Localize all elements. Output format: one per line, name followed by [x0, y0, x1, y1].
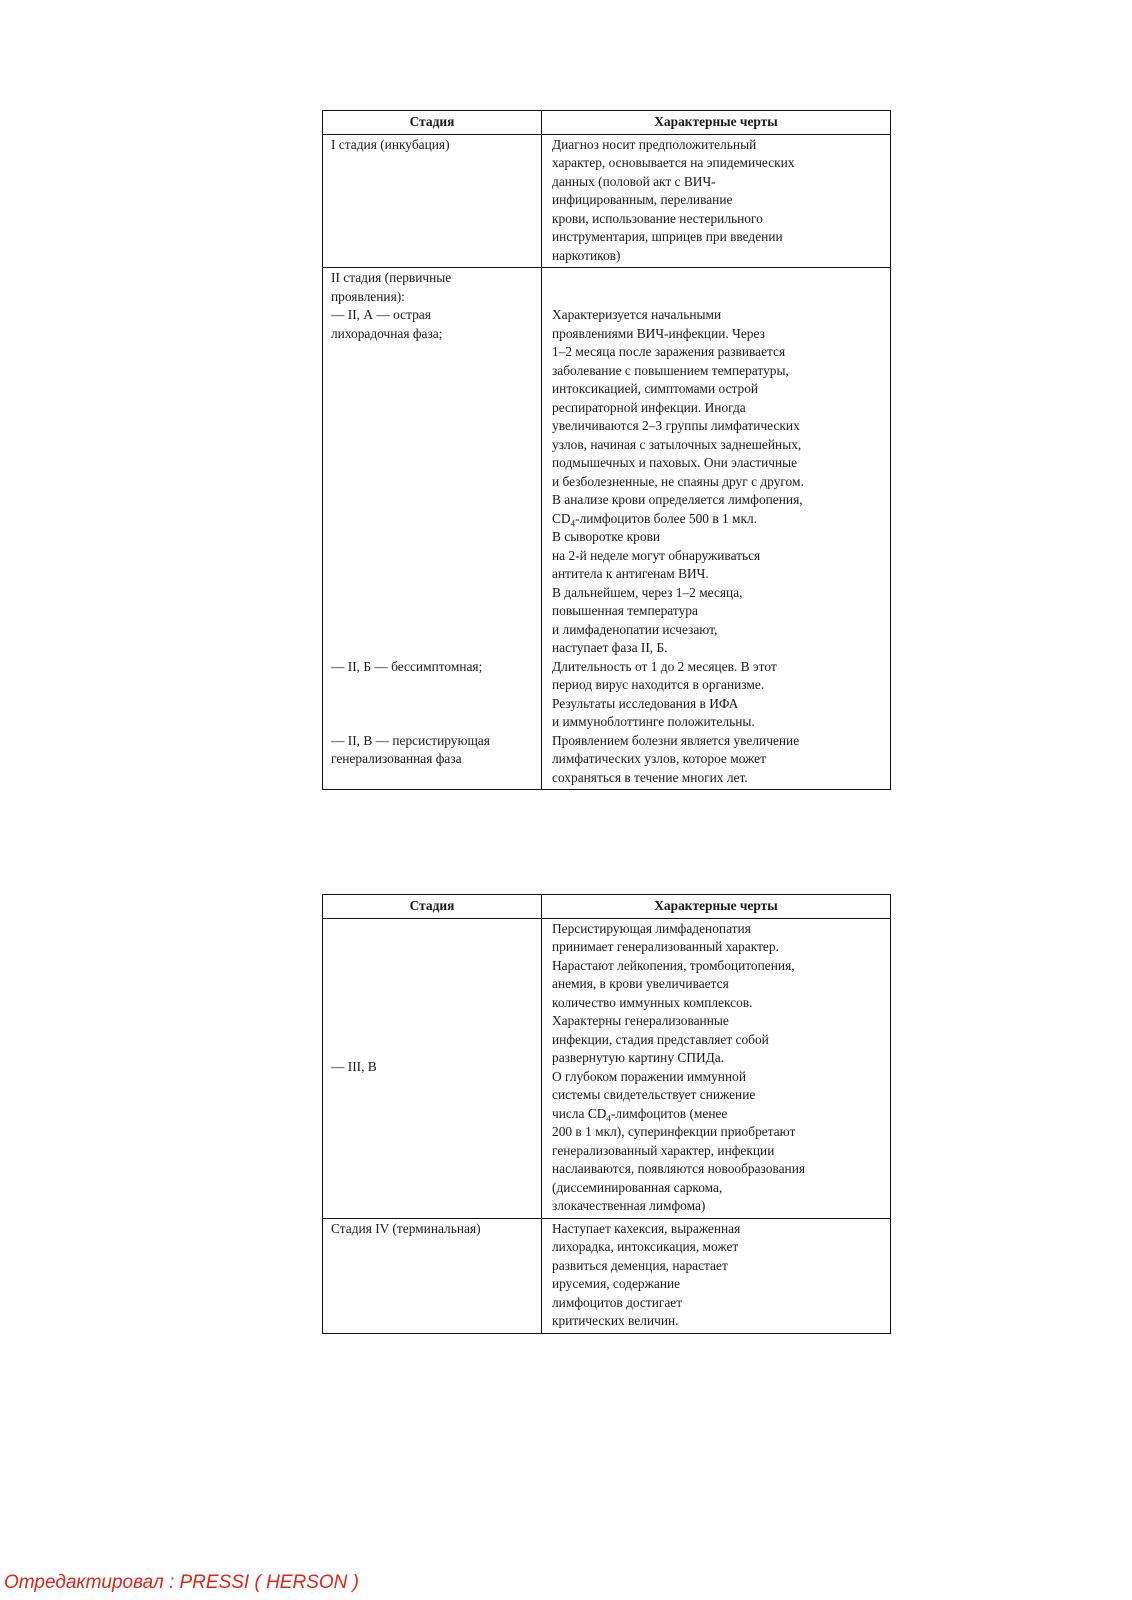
desc-line: развернутую картину СПИДа. — [552, 1050, 725, 1065]
desc-line: инфицированным, переливание — [552, 192, 733, 207]
cd4-suffix: -лимфоцитов (менее — [610, 1105, 728, 1121]
desc-line: лихорадка, интоксикация, может — [552, 1239, 739, 1254]
table-header-row — [323, 111, 891, 135]
description-cell — [542, 1218, 891, 1333]
cd4-text: числа CD — [552, 1105, 607, 1121]
desc-line: Персистирующая лимфаденопатия — [552, 920, 751, 936]
table-row — [323, 918, 891, 1218]
stage-cell — [323, 918, 542, 1218]
stage-line: проявления): — [331, 288, 405, 304]
cd4-subscript: 4 — [606, 1113, 611, 1124]
stage-line: I стадия (инкубация) — [331, 136, 450, 152]
desc-line: характер, основывается на эпидемических — [552, 155, 795, 170]
desc-line: и иммуноблоттинге положительны. — [552, 714, 755, 729]
table-row — [323, 268, 891, 790]
desc-line: лимфоцитов достигает — [552, 1294, 683, 1310]
table-header-row — [323, 895, 891, 919]
stage-table-2 — [322, 894, 891, 1334]
table-row — [323, 134, 891, 268]
desc-line: подмышечных и паховых. Они эластичные — [552, 455, 798, 470]
desc-line: наслаиваются, появляются новообразования — [552, 1161, 806, 1176]
desc-line: Результаты исследования в ИФА — [552, 695, 739, 711]
desc-line: О глубоком поражении иммунной — [552, 1068, 746, 1084]
description-cell — [542, 918, 891, 1218]
desc-line: лимфатических узлов, которое может — [552, 751, 766, 766]
cd4-subscript: 4 — [570, 518, 576, 529]
desc-line: инструментария, шприцев при введении — [552, 229, 783, 244]
desc-line: заболевание с повышением температуры, — [552, 362, 789, 378]
desc-line: принимает генерализованный характер. — [552, 939, 779, 954]
desc-line: анемия, в крови увеличивается — [552, 976, 729, 991]
description-cell — [542, 268, 891, 790]
desc-line: период вирус находится в организме. — [552, 677, 765, 692]
desc-line: наркотиков) — [552, 247, 621, 263]
stage-cell — [323, 1218, 542, 1333]
stage-line: Стадия IV (терминальная) — [331, 1220, 481, 1236]
desc-line: В анализе крови определяется лимфопения, — [552, 492, 803, 507]
cd4-text: CD — [552, 510, 571, 526]
table-row — [323, 1218, 891, 1333]
header-stage: Стадия — [323, 111, 542, 135]
desc-line: инфекции, стадия представляет собой — [552, 1031, 769, 1047]
desc-line: 200 в 1 мкл), суперинфекции приобретают — [552, 1124, 796, 1139]
desc-line: генерализованный характер, инфекции — [552, 1142, 775, 1158]
desc-line: и лимфаденопатии исчезают, — [552, 621, 718, 637]
desc-line: повышенная температура — [552, 603, 698, 618]
desc-line: данных (половой акт с ВИЧ- — [552, 173, 716, 189]
desc-line: ирусемия, содержание — [552, 1276, 681, 1291]
desc-line: узлов, начиная с затылочных заднешейных, — [552, 436, 802, 452]
desc-line: Характерны генерализованные — [552, 1013, 729, 1028]
desc-line: респираторной инфекции. Иногда — [552, 399, 746, 415]
desc-line: на 2-й неделе могут обнаруживаться — [552, 547, 761, 563]
stage-line: II стадия (первичные — [331, 270, 452, 285]
description-cell — [542, 134, 891, 268]
desc-line: антитела к антигенам ВИЧ. — [552, 566, 709, 581]
desc-line: В дальнейшем, через 1–2 месяца, — [552, 584, 743, 600]
desc-line: В сыворотке крови — [552, 529, 661, 544]
desc-line: развиться деменция, нарастает — [552, 1257, 728, 1273]
desc-line: Проявлением болезни является увеличение — [552, 732, 800, 748]
editor-credit: Отредактировал : PRESSI ( HERSON ) — [4, 1572, 359, 1593]
desc-line: интоксикацией, симптомами острой — [552, 381, 759, 396]
desc-line — [552, 1105, 882, 1124]
stage-line: — II, Б — бессимптомная; — [331, 658, 483, 674]
desc-line: Длительность от 1 до 2 месяцев. В этот — [552, 658, 777, 674]
desc-line: сохраняться в течение многих лет. — [552, 769, 748, 785]
desc-line: крови, использование нестерильного — [552, 210, 763, 226]
header-stage: Стадия — [323, 895, 542, 919]
desc-line: Наступает кахексия, выраженная — [552, 1220, 741, 1236]
desc-line: Диагноз носит предположительный — [552, 136, 757, 152]
desc-line: 1–2 месяца после заражения развивается — [552, 344, 786, 359]
desc-line: количество иммунных комплексов. — [552, 994, 753, 1010]
cd4-suffix: -лимфоцитов более 500 в 1 мкл. — [575, 510, 758, 526]
desc-line: (диссеминированная саркома, — [552, 1179, 723, 1195]
stage-line: — II, А — острая — [331, 307, 431, 322]
desc-line: наступает фаза II, Б. — [552, 640, 668, 655]
stage-table-1 — [322, 110, 891, 790]
stage-line: генерализованная фаза — [331, 751, 462, 766]
desc-line: Нарастают лейкопения, тромбоцитопения, — [552, 957, 795, 973]
desc-line — [552, 510, 882, 529]
desc-line: системы свидетельствует снижение — [552, 1087, 756, 1102]
stage-cell — [323, 134, 542, 268]
stage-cell — [323, 268, 542, 790]
desc-line: проявлениями ВИЧ-инфекции. Через — [552, 325, 765, 341]
desc-line: Характеризуется начальными — [552, 307, 722, 322]
header-features: Характерные черты — [542, 895, 891, 919]
desc-line: и безболезненные, не спаяны друг с другом. — [552, 473, 804, 489]
stage-line: лихорадочная фаза; — [331, 325, 443, 341]
stage-line: — III, В — [331, 1059, 377, 1075]
desc-line: критических величин. — [552, 1313, 679, 1328]
header-features: Характерные черты — [542, 111, 891, 135]
stage-line: — II, В — персистирующая — [331, 732, 490, 748]
desc-line: увеличиваются 2–3 группы лимфатических — [552, 418, 800, 433]
desc-line: злокачественная лимфома) — [552, 1198, 706, 1213]
